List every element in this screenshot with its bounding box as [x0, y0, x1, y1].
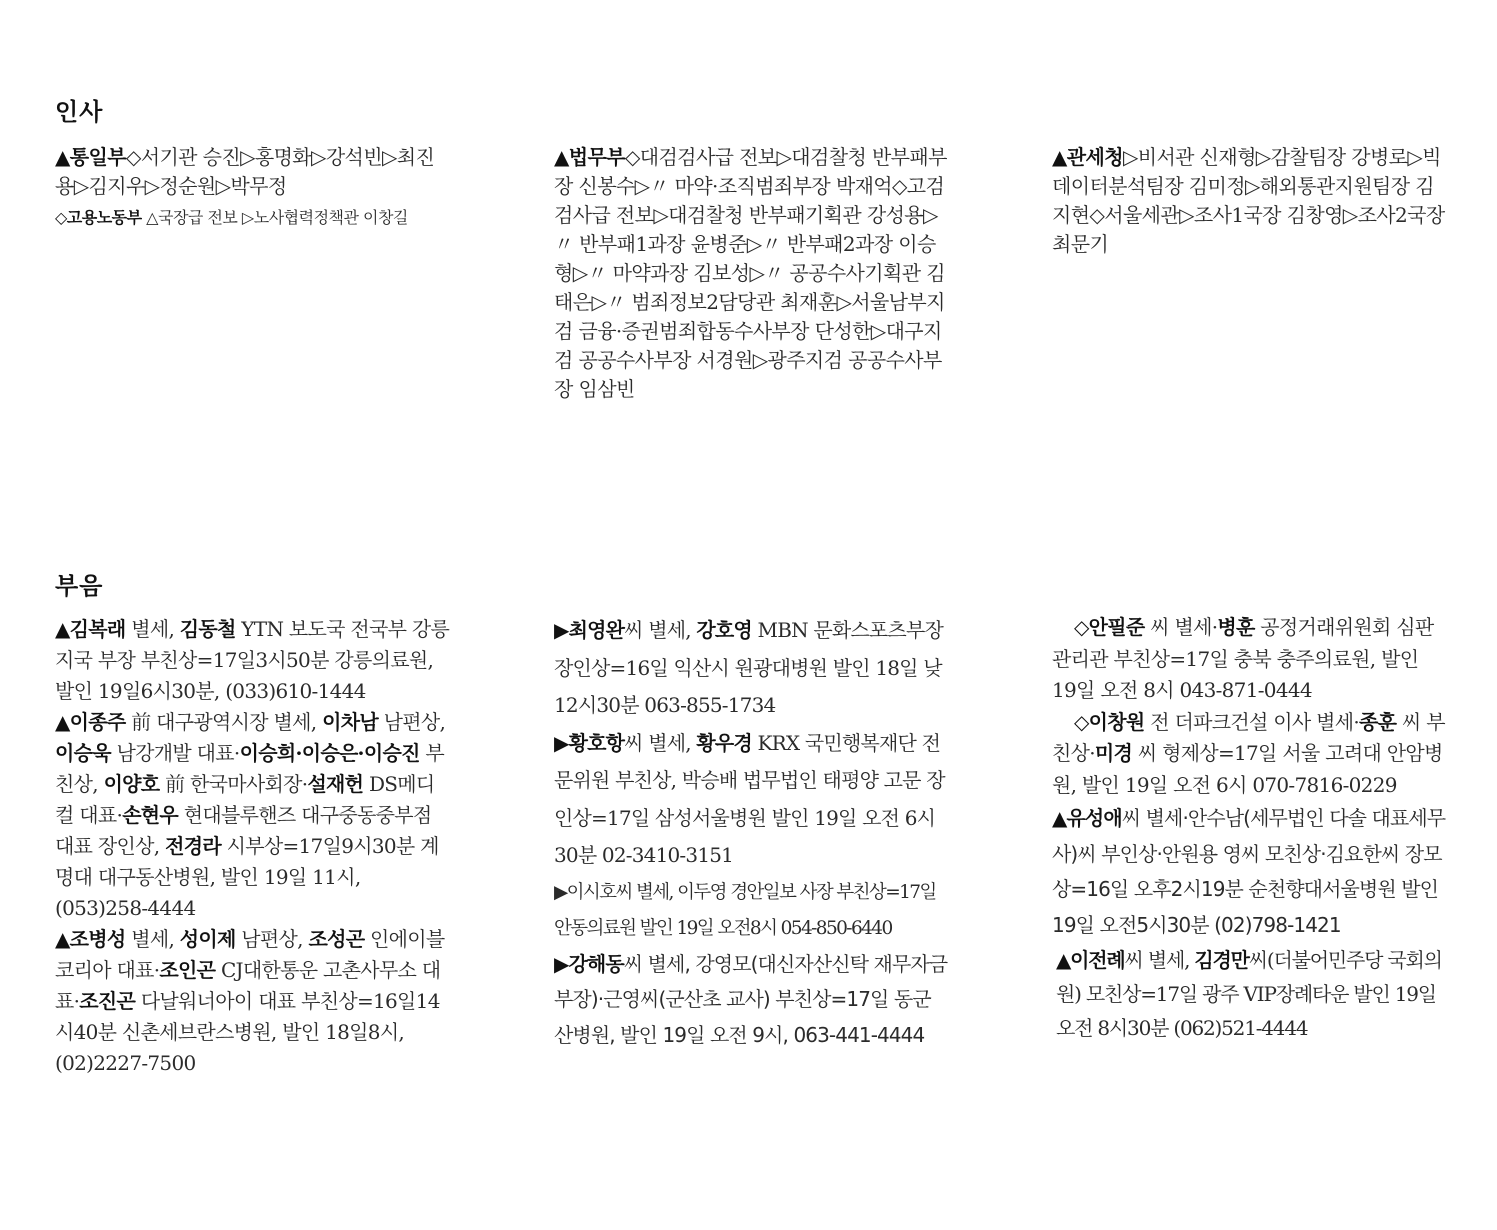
- insa-column-2: [554, 143, 949, 404]
- family-name: 조인곤: [159, 958, 216, 982]
- section-title-insa: 인사: [55, 98, 104, 126]
- obituary-item: [1052, 943, 1447, 1045]
- obituary-text: DS메디컬 대표·: [55, 772, 435, 827]
- deceased-name: ▶강해동: [554, 951, 624, 976]
- deceased-name: ◇안필준: [1074, 615, 1145, 639]
- notice-item: [55, 143, 450, 201]
- obituary-text: 남편상,: [235, 927, 309, 951]
- bueum-column-2: [554, 612, 949, 1053]
- obituary-text: 前 대구광역시장 별세,: [125, 710, 323, 734]
- family-name: 황우경: [696, 730, 752, 755]
- obituary-text: 씨 별세,: [624, 730, 697, 755]
- deceased-name: ▲이전례: [1056, 948, 1125, 972]
- obituary-text: 씨 별세·: [1144, 615, 1218, 639]
- family-name: 조성곤: [308, 927, 365, 951]
- notice-text: ◇대검검사급 전보▷대검찰청 반부패부장 신봉수▷〃 마약·조직범죄부장 박재억◇고검검사급 전보▷대검찰청 반부패기획관 강성용▷〃 반부패1과장 윤병준▷〃 반부패2과장 이승형▷〃 마약과장 김보성▷〃 공공수사기획관 김태은▷〃 범죄정보2담당관 최재훈▷서울남부지검 금융·증권범죄합동수사부장 단성한▷대구지검 공공수사부장 서경원▷광주지검 공공수사부장 임삼빈: [554, 145, 947, 401]
- obituary-text: 씨 별세,: [624, 618, 697, 642]
- insa-column-1: [55, 143, 450, 235]
- obituary-text: 별세,: [125, 927, 180, 951]
- deceased-name: ▲김복래: [55, 617, 126, 641]
- insa-column-3: [1052, 143, 1447, 259]
- obituary-text: 현대블루핸즈 대구중동중부점 대표 장인상,: [55, 803, 432, 858]
- family-name: 김동철: [179, 617, 236, 641]
- obituary-item: [554, 947, 949, 1054]
- family-name: 이승희·이승은·이승진: [239, 741, 420, 765]
- obituary-item: [55, 924, 450, 1079]
- obituary-text: 별세,: [125, 617, 180, 641]
- deceased-name: ▶최영완: [554, 618, 625, 642]
- obituary-item: [1052, 801, 1447, 943]
- obituary-text: YTN 보도국 전국부 강릉지국 부장 부친상=17일3시50분 강릉의료원, 발인 19일6시30분, (033)610-1444: [55, 617, 450, 703]
- obituary-text: 부친상,: [55, 741, 444, 796]
- notice-text: △국장급 전보 ▷노사협력정책관 이창길: [141, 208, 408, 227]
- family-name: 조진곤: [79, 989, 136, 1013]
- obituary-text: 전 더파크건설 이사 별세·: [1144, 709, 1360, 734]
- family-name: 강호영: [696, 618, 752, 642]
- obituary-text: 시부상=17일9시30분 계명대 대구동산병원, 발인 19일 11시, (053)258-4444: [55, 834, 439, 920]
- family-name: 이승욱: [55, 741, 111, 765]
- notice-text: ◇서기관 승진▷홍명화▷강석빈▷최진용▷김지우▷정순원▷박무정: [55, 145, 435, 198]
- family-name: 미경: [1094, 741, 1133, 765]
- obituary-item: [55, 614, 450, 707]
- ministry-name: ▲관세청: [1052, 145, 1123, 169]
- deceased-name: ◇이창원: [1074, 709, 1145, 734]
- notice-item: [1052, 143, 1447, 259]
- notice-text: ▷비서관 신재형▷감찰팀장 강병로▷빅데이터분석팀장 김미정▷해외통관지원팀장 김지현◇서울세관▷조사1국장 김창영▷조사2국장 최문기: [1052, 145, 1445, 256]
- family-name: 병훈: [1217, 615, 1255, 639]
- obituary-text: ▶이시호씨 별세, 이두영 경안일보 사장 부친상=17일 안동의료원 발인 19일 오전8시 054-850-6440: [554, 881, 936, 939]
- obituary-item: [55, 707, 450, 924]
- obituary-text: 씨 부친상·: [1052, 709, 1445, 765]
- family-name: 이양호: [103, 772, 160, 796]
- obituary-item: [1052, 612, 1447, 707]
- deceased-name: ▶황호항: [554, 730, 625, 755]
- deceased-name: ▲조병성: [55, 927, 126, 951]
- obituary-item: [554, 725, 949, 875]
- family-name: 설재헌: [307, 772, 364, 796]
- family-name: 손현우: [122, 803, 179, 827]
- bueum-column-3: [1052, 612, 1447, 1045]
- notice-item: [55, 201, 450, 235]
- family-name: 김경만: [1194, 948, 1249, 972]
- family-name: 이차남: [322, 710, 378, 734]
- obituary-text: 남강개발 대표·: [110, 741, 240, 765]
- obituary-item: [554, 875, 949, 947]
- section-title-bueum: 부음: [55, 572, 104, 600]
- obituary-text: 공정거래위원회 심판관리관 부친상=17일 충북 충주의료원, 발인 19일 오전 8시 043-871-0444: [1052, 615, 1434, 702]
- ministry-name: ▲법무부: [554, 145, 625, 169]
- obituary-text: 前 한국마사회장·: [159, 772, 308, 796]
- obituary-text: CJ대한통운 고촌사무소 대표·: [55, 958, 441, 1013]
- bueum-column-1: [55, 614, 450, 1079]
- obituary-text: 인에이블코리아 대표·: [55, 927, 445, 982]
- obituary-text: 다날워너아이 대표 부친상=16일14시40분 신촌세브란스병원, 발인 18일8시, (02)2227-7500: [55, 989, 440, 1075]
- family-name: 종훈: [1359, 709, 1397, 734]
- obituary-text: 씨 별세·안수남(세무법인 다솔 대표세무사)씨 부인상·안원용 영씨 모친상·김요한씨 장모상=16일 오후2시19분 순천향대서울병원 발인 19일 오전5시30분 (02)798-1421: [1052, 806, 1446, 937]
- ministry-name: ◇고용노동부: [55, 208, 142, 227]
- obituary-text: 씨 형제상=17일 서울 고려대 안암병원, 발인 19일 오전 6시 070-7816-0229: [1052, 741, 1443, 797]
- obituary-text: 남편상,: [377, 710, 446, 734]
- obituary-item: [554, 612, 949, 725]
- obituary-text: 씨 별세,: [1124, 948, 1195, 972]
- notice-item: [554, 143, 949, 404]
- family-name: 성이제: [179, 927, 236, 951]
- obituary-text: MBN 문화스포츠부장 장인상=16일 익산시 원광대병원 발인 18일 낮 12시30분 063-855-1734: [554, 618, 943, 717]
- obituary-text: 씨(더불어민주당 국회의원) 모친상=17일 광주 VIP장례타운 발인 19일 오전 8시30분 (062)521-4444: [1056, 948, 1442, 1040]
- obituary-item: [1052, 707, 1447, 802]
- obituary-text: 씨 별세, 강영모(대신자산신탁 재무자금부장)·근영씨(군산초 교사) 부친상=17일 동군산병원, 발인 19일 오전 9시, 063-441-4444: [554, 951, 948, 1047]
- obituary-text: KRX 국민행복재단 전문위원 부친상, 박승배 법무법인 태평양 고문 장인상=17일 삼성서울병원 발인 19일 오전 6시30분 02-3410-3151: [554, 730, 945, 867]
- deceased-name: ▲이종주: [55, 710, 126, 734]
- family-name: 전경라: [165, 834, 221, 858]
- deceased-name: ▲유성애: [1052, 806, 1122, 830]
- ministry-name: ▲통일부: [55, 145, 126, 169]
